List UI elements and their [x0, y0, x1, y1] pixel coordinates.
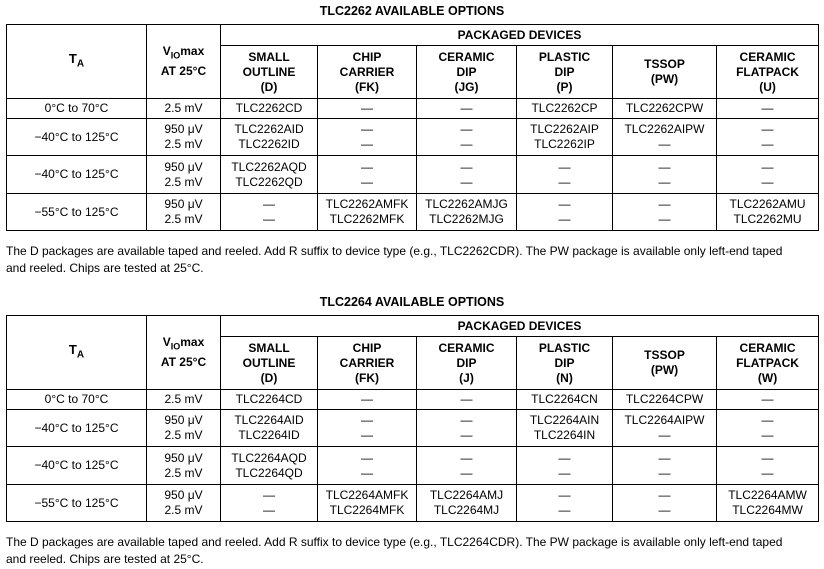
device-cell: — — — [613, 156, 717, 194]
ta-cell: 0°C to 70°C — [7, 99, 147, 119]
device-cell: TLC2264CN — [517, 390, 613, 410]
package-header: TSSOP (PW) — [613, 337, 717, 390]
device-cell: TLC2264AQD TLC2264QD — [221, 447, 318, 485]
device-cell: — — — [417, 447, 517, 485]
vio-header: $V_{IO}\max$ AT 25°C — [147, 316, 221, 390]
ta-cell: −40°C to 125°C — [7, 447, 147, 485]
table-title: TLC2264 AVAILABLE OPTIONS — [319, 295, 505, 309]
device-cell: — — — [613, 485, 717, 522]
device-cell: TLC2262AMU TLC2262MU — [717, 194, 819, 231]
table-row — [7, 194, 819, 231]
package-header: CHIP CARRIER (FK) — [318, 337, 417, 390]
ta-cell: −55°C to 125°C — [7, 194, 147, 231]
device-cell: TLC2262CD — [221, 99, 318, 119]
device-cell: TLC2264CPW — [613, 390, 717, 410]
device-cell: — — [717, 99, 819, 119]
device-cell: — — — [318, 156, 417, 194]
device-cell: TLC2264AIN TLC2264IN — [517, 410, 613, 447]
package-header: SMALL OUTLINE (D) — [221, 337, 318, 390]
device-cell: TLC2262AQD TLC2262QD — [221, 156, 318, 194]
table-row — [7, 447, 819, 485]
device-cell: TLC2262AMFK TLC2262MFK — [318, 194, 417, 231]
device-cell: TLC2262AMJG TLC2262MJG — [417, 194, 517, 231]
device-cell: — — [717, 390, 819, 410]
device-cell: — — — [417, 410, 517, 447]
device-cell: — — — [318, 410, 417, 447]
vio-cell: 950 μV 2.5 mV — [147, 119, 221, 156]
device-cell: TLC2264AMJ TLC2264MJ — [417, 485, 517, 522]
vio-cell: 950 μV 2.5 mV — [147, 447, 221, 485]
device-cell: — — — [517, 447, 613, 485]
package-header: PLASTIC DIP (N) — [517, 337, 613, 390]
device-cell: — — — [221, 194, 318, 231]
device-cell: TLC2264CD — [221, 390, 318, 410]
package-header: CERAMIC DIP (JG) — [417, 46, 517, 99]
ta-cell: −40°C to 125°C — [7, 156, 147, 194]
device-cell: — — — [717, 156, 819, 194]
table-title: TLC2262 AVAILABLE OPTIONS — [319, 4, 505, 18]
device-cell: TLC2262AID TLC2262ID — [221, 119, 318, 156]
ta-header: $T_A$ — [7, 316, 147, 390]
table-row — [7, 390, 819, 410]
device-cell: — — — [717, 447, 819, 485]
package-header: TSSOP (PW) — [613, 46, 717, 99]
device-cell: — — — [517, 485, 613, 522]
device-cell: — — — [717, 119, 819, 156]
device-cell: — — — [221, 485, 318, 522]
options-table — [6, 24, 819, 231]
device-cell: — — — [417, 156, 517, 194]
device-cell: — — — [517, 156, 613, 194]
device-cell: TLC2262AIP TLC2262IP — [517, 119, 613, 156]
device-cell: — — — [613, 194, 717, 231]
package-header: CHIP CARRIER (FK) — [318, 46, 417, 99]
vio-header: $V_{IO}\max$ AT 25°C — [147, 25, 221, 99]
vio-cell: 2.5 mV — [147, 99, 221, 119]
packaged-devices-header: PACKAGED DEVICES — [221, 25, 819, 46]
ta-cell: −40°C to 125°C — [7, 410, 147, 447]
device-cell: — — [318, 99, 417, 119]
device-cell: — — — [318, 447, 417, 485]
vio-cell: 2.5 mV — [147, 390, 221, 410]
ta-cell: −40°C to 125°C — [7, 119, 147, 156]
packaged-devices-header: PACKAGED DEVICES — [221, 316, 819, 337]
device-cell: TLC2262AIPW — — [613, 119, 717, 156]
table-row — [7, 410, 819, 447]
device-cell: — — [417, 390, 517, 410]
package-header: PLASTIC DIP (P) — [517, 46, 613, 99]
ta-cell: −55°C to 125°C — [7, 485, 147, 522]
device-cell: TLC2264AID TLC2264ID — [221, 410, 318, 447]
package-header: CERAMIC DIP (J) — [417, 337, 517, 390]
device-cell: — — — [717, 410, 819, 447]
table-row — [7, 99, 819, 119]
ta-cell: 0°C to 70°C — [7, 390, 147, 410]
device-cell: — — — [613, 447, 717, 485]
package-header: CERAMIC FLATPACK (U) — [717, 46, 819, 99]
package-header: CERAMIC FLATPACK (W) — [717, 337, 819, 390]
table-row — [7, 485, 819, 522]
table-row — [7, 119, 819, 156]
device-cell: — — — [417, 119, 517, 156]
device-cell: — — [318, 390, 417, 410]
package-header: SMALL OUTLINE (D) — [221, 46, 318, 99]
device-cell: — — — [517, 194, 613, 231]
device-cell: TLC2264AMFK TLC2264MFK — [318, 485, 417, 522]
ta-header: $T_A$ — [7, 25, 147, 99]
device-cell: TLC2264AIPW — — [613, 410, 717, 447]
vio-cell: 950 μV 2.5 mV — [147, 194, 221, 231]
device-cell: TLC2262CP — [517, 99, 613, 119]
device-cell: TLC2264AMW TLC2264MW — [717, 485, 819, 522]
table-row — [7, 156, 819, 194]
device-cell: TLC2262CPW — [613, 99, 717, 119]
vio-cell: 950 μV 2.5 mV — [147, 485, 221, 522]
device-cell: — — [417, 99, 517, 119]
table-footnote: The D packages are available taped and reeled. Add R suffix to device type (e.g., TLC2262CDR). The PW package is available only left-end taped and reeled. Chips are tested at 25°C. — [6, 244, 783, 275]
options-table — [6, 315, 819, 522]
table-footnote: The D packages are available taped and reeled. Add R suffix to device type (e.g., TLC2264CDR). The PW package is available only left-end taped and reeled. Chips are tested at 25°C. — [6, 535, 783, 566]
vio-cell: 950 μV 2.5 mV — [147, 410, 221, 447]
device-cell: — — — [318, 119, 417, 156]
vio-cell: 950 μV 2.5 mV — [147, 156, 221, 194]
